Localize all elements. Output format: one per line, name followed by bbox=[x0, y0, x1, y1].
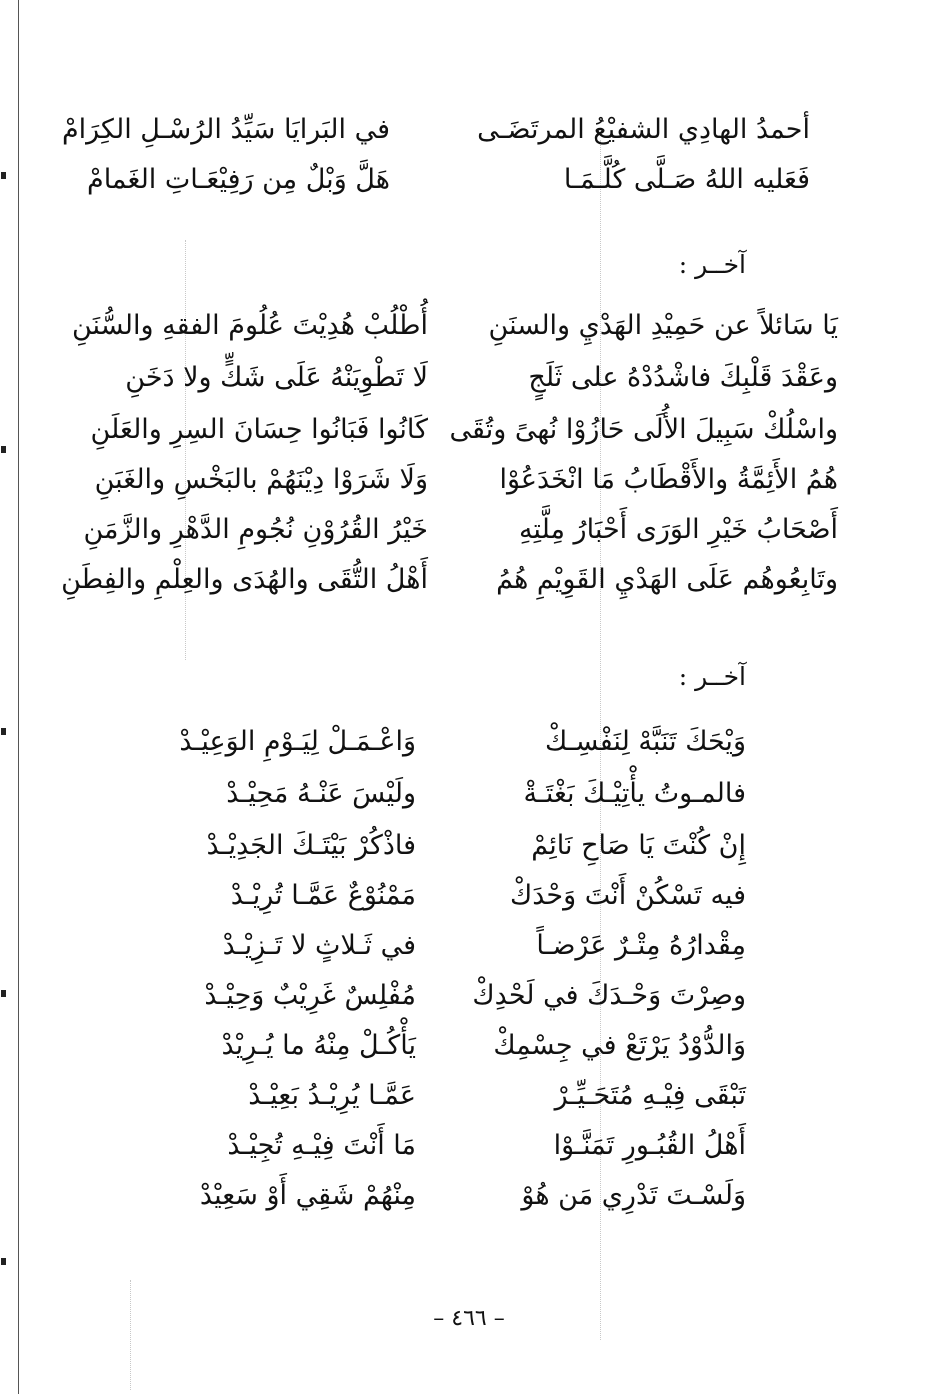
second-hemistich: أُطْلُبْ هُدِيْتَ عُلُومَ الفقهِ والسُّنَنِ bbox=[72, 310, 428, 341]
second-hemistich: فاذْكُرْ بَيْتَـكَ الجَدِيْـدْ bbox=[206, 830, 416, 861]
first-hemistich: تَبْقَى فِيْـهِ مُتَحَـيِّـرْ bbox=[554, 1080, 746, 1111]
second-hemistich: خَيْرُ القُرُوْنِ نُجُومِ الدَّهْرِ والزَّمَنِ bbox=[83, 514, 428, 545]
first-hemistich: أحمدُ الهادِي الشفيْعُ المرتَضَـى bbox=[477, 114, 810, 145]
first-hemistich: وصِرْتَ وَحْـدَكَ في لَحْدِكْ bbox=[472, 980, 746, 1011]
second-hemistich: وَلَا شَرَوْا دِيْنَهُمْ بالبَخْسِ والغَبَنِ bbox=[94, 464, 428, 495]
page-number: – ٤٦٦ – bbox=[433, 1306, 505, 1331]
second-hemistich: وَاعْـمَـلْ لِيَـوْمِ الوَعِيْـدْ bbox=[179, 726, 416, 757]
first-hemistich: فَعَليه اللهُ صَـلَّى كُلَّـمَـا bbox=[563, 164, 810, 195]
first-hemistich: أَهْلُ القُبُـورِ تَمَنَّـوْا bbox=[553, 1130, 746, 1161]
first-hemistich: وَلَسْـتَ تَدْرِي مَن هُوْ bbox=[521, 1180, 746, 1211]
second-hemistich: لَا تَطْوِيَنْهُ عَلَى شَكٍّ ولا دَخَنِ bbox=[125, 362, 428, 393]
scan-artifact-mark bbox=[1, 990, 6, 997]
scan-artifact-mark bbox=[1, 1258, 6, 1265]
second-hemistich: مُفْلِسٌ غَرِيْبٌ وَحِيْـدْ bbox=[204, 980, 416, 1011]
second-hemistich: في ثَـلاثٍ لا تَـزِيْـدْ bbox=[222, 930, 416, 961]
first-hemistich: أَصْحَابُ خَيْرِ الوَرَى أَحْبَارُ مِلَّتِهِ bbox=[518, 514, 838, 545]
first-hemistich: إِنْ كُنْتَ يَا صَاحِ نَائِمْ bbox=[531, 830, 746, 861]
second-hemistich: يَأْكُـلْ مِنْهُ ما يُـرِيْدْ bbox=[221, 1030, 416, 1061]
first-hemistich: مِقْدارُهُ مِتْـرٌ عَرْضـاً bbox=[536, 930, 746, 961]
second-hemistich: هَلَّ وَبْلٌ مِن رَفِيْعَـاتِ الغَمامْ bbox=[86, 164, 390, 195]
first-hemistich: وتَابِعُوهُم عَلَى الهَدْيِ القَوِيْمِ هُمُ bbox=[496, 564, 838, 595]
first-hemistich: وعَقْدَ قَلْبِكَ فاشْدُدْهُ على ثَلَجٍ bbox=[528, 362, 838, 393]
first-hemistich: يَا سَائلاً عن حَمِيْدِ الهَدْيِ والسنَنِ bbox=[488, 310, 838, 341]
scan-artifact-mark bbox=[1, 172, 6, 179]
first-hemistich: وَيْحَكَ تَنَبَّهْ لِنَفْسِـكْ bbox=[545, 726, 746, 757]
scan-artifact-mark bbox=[1, 446, 6, 453]
second-hemistich: مَمْنُوْعٌ عَمَّـا تُرِيْـدْ bbox=[230, 880, 416, 911]
second-hemistich: ولَيْسَ عَنْـهُ مَحِيْـدْ bbox=[226, 778, 416, 809]
second-hemistich: مِنْهُمْ شَقِي أَوْ سَعِيْدْ bbox=[199, 1180, 416, 1211]
first-hemistich: وَالدُّوْدُ يَرْتَعْ في جِسْمِكْ bbox=[493, 1030, 746, 1061]
second-hemistich: كَانُوا فَبَانُوا حِسَانَ السِرِ والعَلَنِ bbox=[90, 414, 428, 445]
first-hemistich: واسْلُكْ سَبِيلَ الأُلَى حَازُوْا نُهىً وتُقَى bbox=[449, 414, 838, 445]
section-heading: آخــر : bbox=[678, 250, 746, 279]
first-hemistich: فالمـوتُ يأْتِيْـكَ بَغْتَـةْ bbox=[523, 778, 746, 809]
section-heading: آخــر : bbox=[678, 662, 746, 691]
faint-guide-line bbox=[130, 1280, 131, 1390]
first-hemistich: هُمُ الأَئِمَّةُ والأَقْطَابُ مَا انْخَدَعُوْا bbox=[499, 464, 838, 495]
second-hemistich: مَا أَنْتَ فِيْـهِ تُجِيْـدْ bbox=[227, 1130, 416, 1161]
page-margin-rule bbox=[18, 0, 19, 1394]
second-hemistich: أَهْلُ التُّقَى والهُدَى والعِلْمِ والفِطَنِ bbox=[61, 564, 428, 595]
faint-guide-line bbox=[185, 240, 186, 660]
first-hemistich: فيه تَسْكُنْ أَنْتَ وَحْدَكْ bbox=[509, 880, 746, 911]
second-hemistich: في البَرايَا سَيِّدُ الرُسْـلِ الكِرَامْ bbox=[61, 114, 390, 145]
second-hemistich: عَمَّـا يُرِيْـدُ بَعِيْـدْ bbox=[248, 1080, 416, 1111]
scan-artifact-mark bbox=[1, 728, 6, 735]
